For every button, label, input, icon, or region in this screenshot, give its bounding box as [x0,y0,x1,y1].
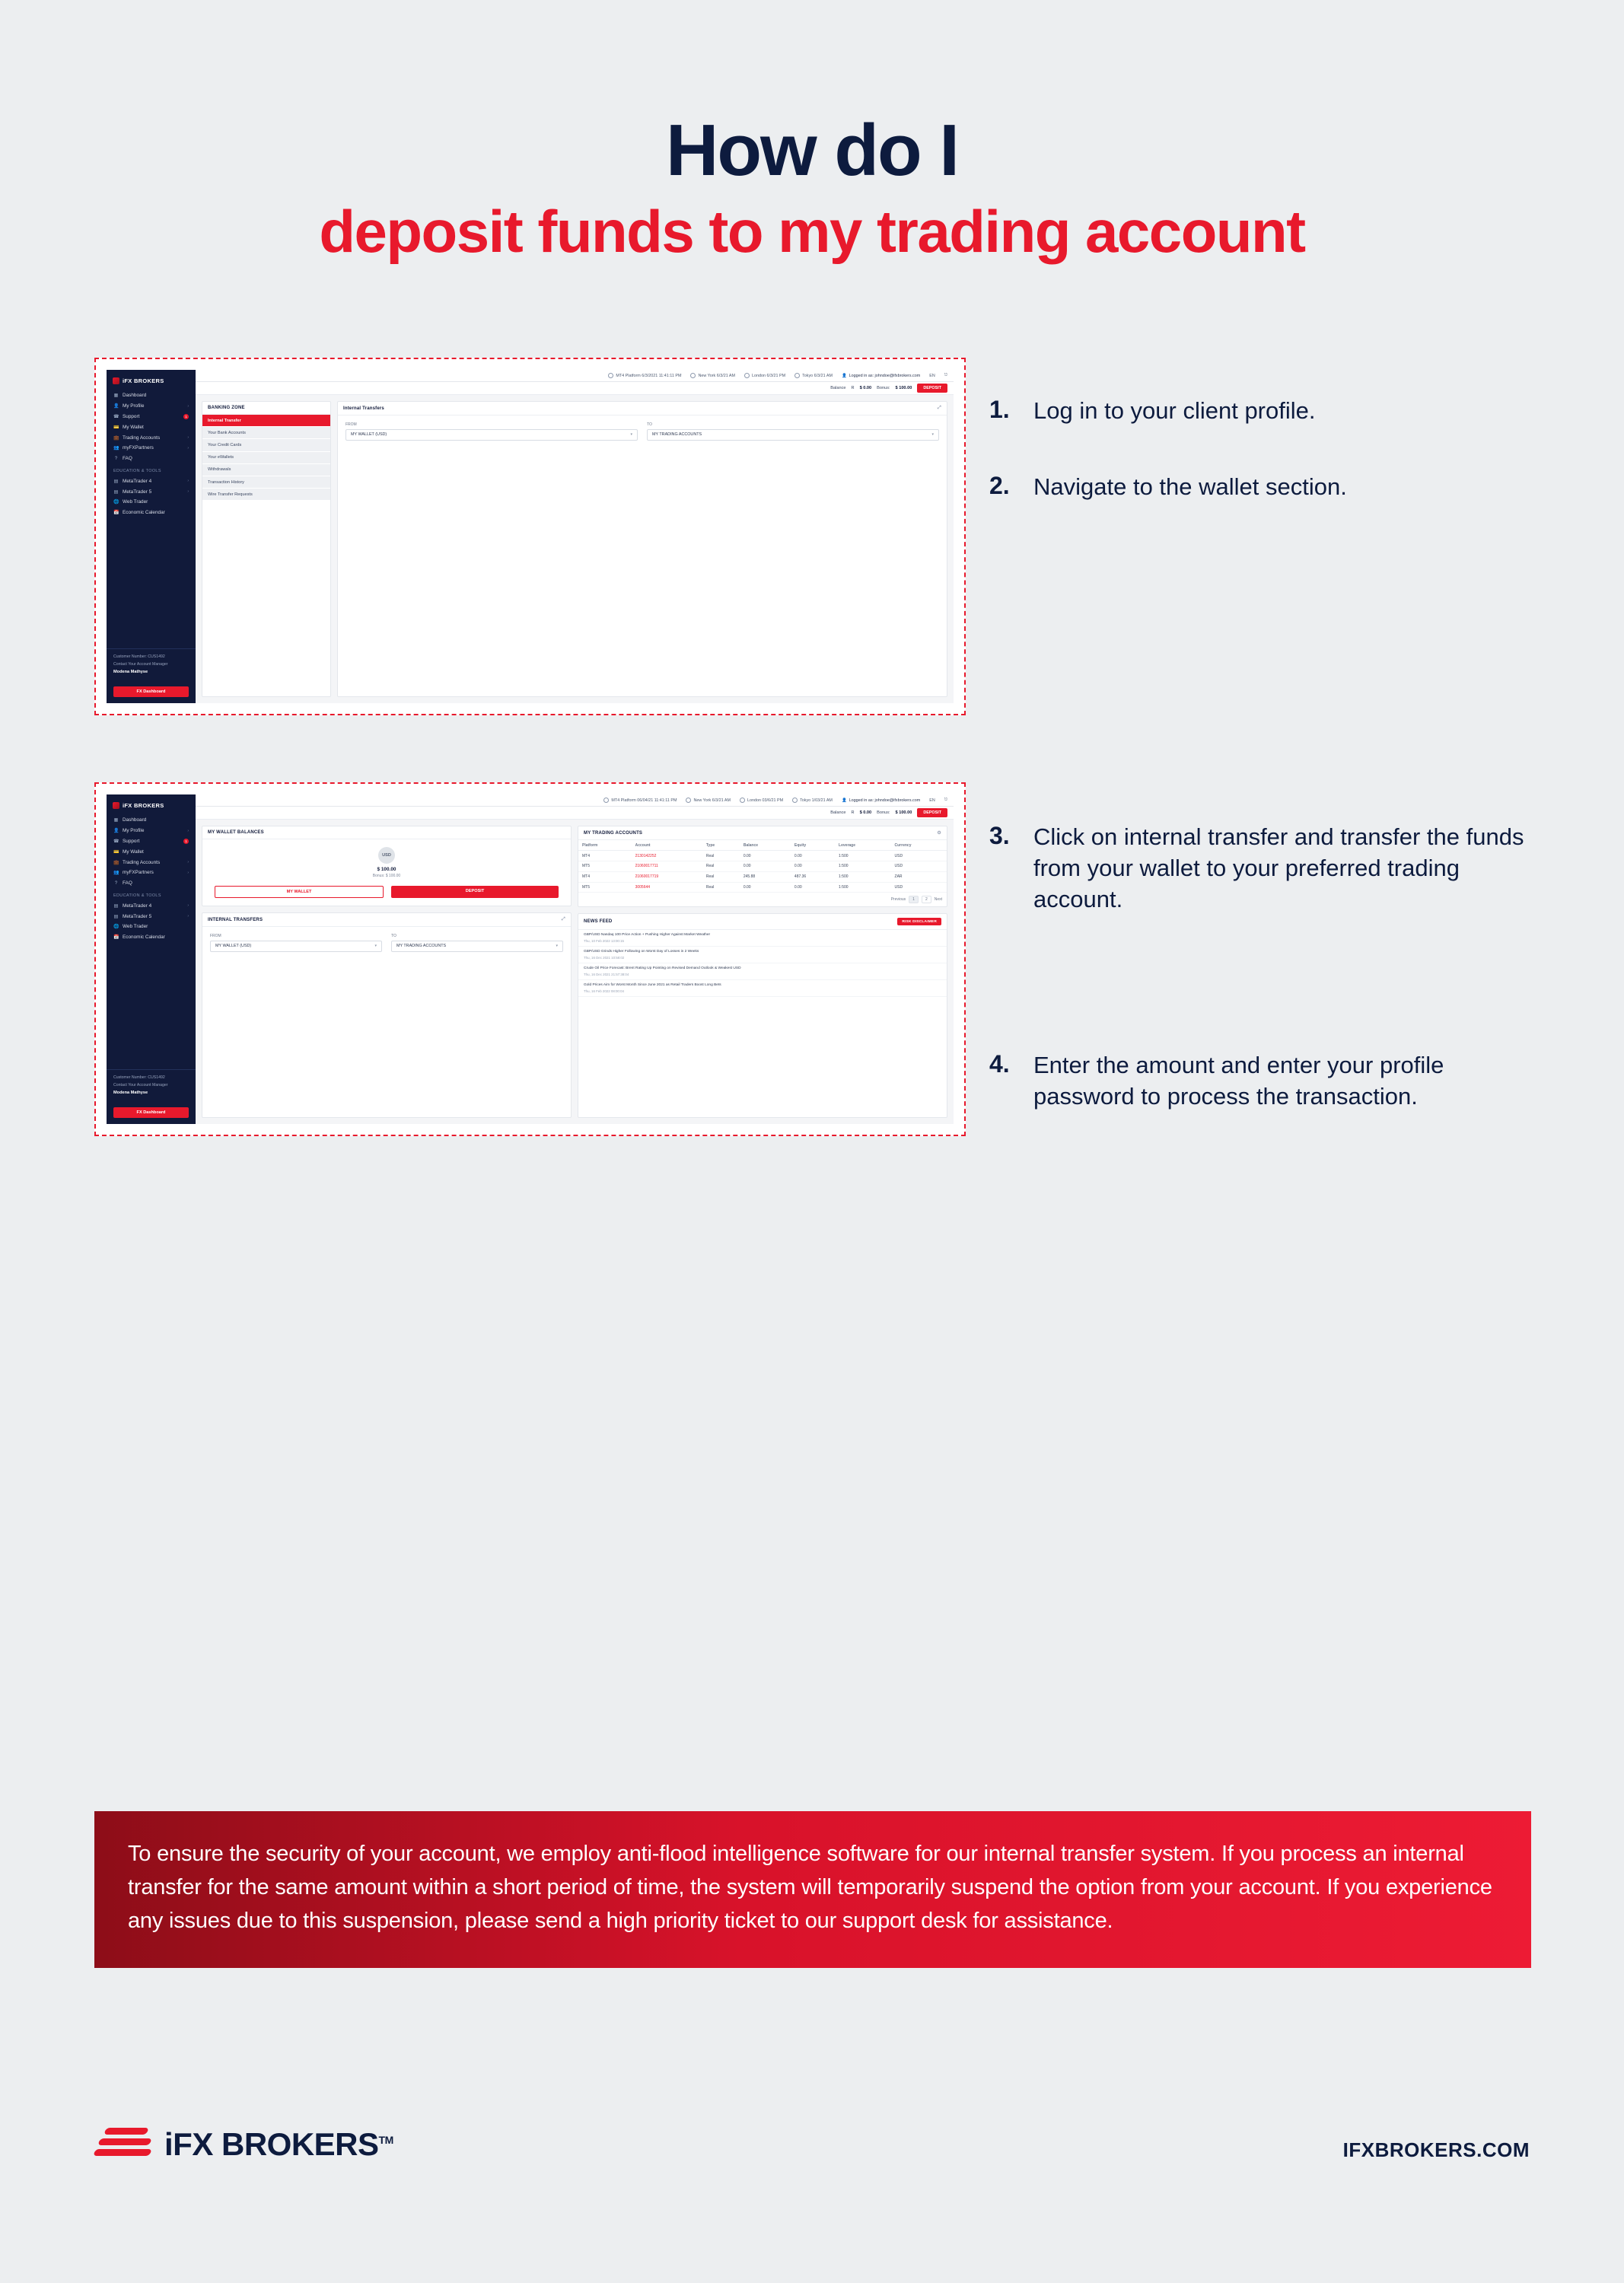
cell-type: Real [702,882,740,893]
title-line-1: How do I [666,110,958,191]
sidebar-item-metatrader-4[interactable] [107,900,196,911]
logout-icon[interactable]: ⎋ [944,798,947,802]
cell-currency: ZAR [891,871,947,882]
wallet-actions [210,886,563,898]
my-wallet-button[interactable]: MY WALLET [215,886,384,898]
chevron-down-icon: ▾ [556,944,558,949]
step-3-text: Click on internal transfer and transfer the funds from your wallet to your preferred trading account. [1033,823,1524,912]
to-field-group [391,934,563,952]
sidebar-item-label: My Profile [123,403,145,409]
headset-icon: ☎ [113,839,119,844]
menu-item-your-credit-cards[interactable]: Your Credit Cards [202,439,330,451]
news-title: Crude Oil Price Forecast: Brent Rating Up Pointing on Revised Demand Outlook & Weakest USD [584,966,741,971]
deposit-button[interactable]: DEPOSIT [917,384,947,393]
chevron-right-icon: › [187,435,189,441]
chevron-right-icon: › [187,870,189,875]
app-window-2 [107,794,954,1124]
headset-icon: ☎ [113,414,119,419]
sidebar-item-label: Web Trader [123,499,148,505]
sidebar-item-metatrader-4[interactable] [107,476,196,486]
balance-currency: R [851,810,855,815]
calendar-icon: 📅 [113,511,119,516]
cell-type: Real [702,861,740,871]
col-platform: Platform [578,840,632,851]
account-manager-label: Contact Your Account Manager [113,1082,168,1087]
cell-account[interactable]: 21060017719 [632,871,702,882]
sidebar-item-label: MetaTrader 5 [123,913,152,919]
step-1-text: Log in to your client profile. [1033,397,1316,424]
user-icon: 👤 [841,373,847,378]
cell-leverage: 1:500 [835,871,890,882]
from-label: FROM [210,934,221,938]
user-account-menu[interactable] [842,798,920,803]
step-4-text: Enter the amount and enter your profile password to process the transaction. [1033,1052,1444,1110]
security-notice-text: To ensure the security of your account, we employ anti-flood intelligence software for our internal transfer system. If you process an internal transfer for the same amount within a short period of time, the system will temporarily suspend the option from your account. If you experience any issues due to this suspension, please send a high priority ticket to our support desk for assistance. [128,1842,1492,1934]
screenshot-wallet-dashboard [94,782,966,1136]
banking-zone-panel [202,401,331,697]
sidebar-item-metatrader-5[interactable] [107,486,196,497]
balance-label: Balance [830,386,846,390]
chevron-right-icon: › [187,403,189,409]
cell-leverage: 1:500 [835,861,890,871]
menu-item-transaction-history[interactable]: Transaction History [202,476,330,489]
transfer-form [338,416,947,447]
sidebar-item-faq[interactable] [107,454,196,464]
bonus-value: $ 100.00 [895,386,912,390]
to-account-select[interactable] [391,941,563,952]
table-row[interactable] [578,871,947,882]
right-column [578,826,947,1118]
left-column [202,826,572,1118]
bonus-label: Bonus: [877,386,890,390]
customer-number-label: Customer Number: [113,654,147,660]
cell-account[interactable]: 3005644 [632,882,702,893]
sidebar-item-trading-accounts[interactable] [107,857,196,868]
step-3 [989,822,1537,915]
customer-number-value: CUS1492 [148,654,165,660]
risk-disclaimer-button[interactable]: RISK DISCLAIMER [897,918,941,925]
sidebar-item-myfxpartners[interactable] [107,443,196,454]
sidebar-footer [107,648,196,682]
cell-leverage: 1:500 [835,882,890,893]
logged-in-label: Logged in as: johndoe@ifxbrokers.com [849,798,921,803]
to-account-select[interactable] [647,429,939,441]
cell-equity: 487.36 [791,871,835,882]
cell-currency: USD [891,861,947,871]
clock-tokyo: Tokyo 1/03/21 AM [792,798,833,803]
people-icon: 👥 [113,446,119,451]
dashboard-grid [202,826,947,1118]
chevron-down-icon: ▾ [630,432,632,438]
sidebar-item-support[interactable] [107,836,196,847]
cell-leverage: 1:500 [835,851,890,861]
monitor-icon: ▤ [113,903,119,909]
table-row[interactable] [578,861,947,871]
app-window-1 [107,370,954,703]
chevron-down-icon: ▾ [374,944,377,949]
cell-balance: 0.00 [740,861,791,871]
sidebar-item-label: Dashboard [123,393,147,399]
sidebar-item-web-trader[interactable] [107,922,196,932]
cell-platform: MT4 [578,871,632,882]
logo-mark-icon [113,377,119,384]
screenshot-banking-zone [94,358,966,715]
sidebar-item-label: MetaTrader 5 [123,489,152,495]
title-line-2: deposit funds to my trading account [319,198,1305,265]
user-account-menu[interactable] [842,374,920,378]
news-title: GBP/USD Nasdaq 100 Price Action + Pushing Higher Against Market Weather [584,933,711,938]
sidebar-item-dashboard[interactable] [107,815,196,826]
sidebar-footer [107,1069,196,1103]
sidebar-item-label: FAQ [123,880,132,887]
news-date: Thu, 16 Feb 2022 08:00:04 [584,989,624,994]
grid-icon: ▦ [113,393,119,399]
expand-icon[interactable]: ⤢ [937,406,941,410]
main-column-1 [196,370,954,703]
step-2-text: Navigate to the wallet section. [1033,473,1347,500]
bonus-label: Bonus: [877,810,890,815]
step-3-number: 3. [989,822,1010,849]
logged-in-label: Logged in as: johndoe@ifxbrokers.com [849,373,921,378]
customer-number-label: Customer Number: [113,1075,147,1081]
sidebar-item-myfxpartners[interactable] [107,868,196,878]
user-icon: 👤 [841,798,847,803]
clock-new-york: New York 6/3/21 AM [690,373,735,378]
logo-text: iFX BROKERS [123,802,164,809]
from-account-select[interactable] [210,941,382,952]
sidebar-item-label: Economic Calendar [123,935,165,941]
sidebar-section-label: EDUCATION & TOOLS [113,469,161,474]
table-row[interactable] [578,882,947,893]
to-label: TO [391,934,396,938]
sidebar-item-label: Support [123,413,140,419]
news-feed-card [578,913,947,1118]
internal-transfers-panel [337,401,947,697]
table-header-row [578,840,947,851]
chevron-down-icon: ▾ [931,432,934,438]
sidebar-item-economic-calendar[interactable] [107,932,196,943]
sidebar-item-label: Trading Accounts [123,435,161,441]
wallet-icon: 💳 [113,849,119,855]
step-4 [989,1050,1537,1113]
menu-item-internal-transfer[interactable]: Internal Transfer [202,415,330,427]
from-label: FROM [345,422,357,427]
list-item[interactable] [578,963,947,980]
cell-account[interactable]: 2130142252 [632,851,702,861]
content-area-2 [196,820,954,1124]
cell-currency: USD [891,851,947,861]
to-account-value: MY TRADING ACCOUNTS [396,944,447,949]
customer-number-value: CUS1492 [148,1075,165,1081]
clock-mt4: MT4 Platform 6/3/2021 11:41:11 PM [608,373,681,378]
sidebar-section-label: EDUCATION & TOOLS [113,893,161,899]
chevron-right-icon: › [187,479,189,484]
globe-icon: 🌐 [113,925,119,930]
brand-lockup [94,2123,393,2166]
from-account-select[interactable] [345,429,638,441]
grid-icon: ▦ [113,818,119,823]
cell-equity: 0.00 [791,861,835,871]
calendar-icon: 📅 [113,935,119,941]
sidebar-item-label: Dashboard [123,817,147,823]
clock-mt4: MT4 Platform 06/04/21 11:41:11 PM [603,798,677,803]
col-equity: Equity [791,840,835,851]
news-date: Thu, 16 Dec 2021 21:57:38:04 [584,973,629,977]
from-field-group [210,934,382,952]
bonus-value: $ 100.00 [895,810,912,815]
pagination-next[interactable]: Next [934,897,942,903]
sidebar-item-my-wallet[interactable] [107,846,196,857]
wallet-deposit-button[interactable]: DEPOSIT [391,886,559,898]
cell-balance: 0.00 [740,882,791,893]
people-icon: 👥 [113,871,119,876]
clock-london: London 6/3/21 PM [744,373,785,378]
sidebar-item-metatrader-5[interactable] [107,911,196,922]
internal-transfers-title: INTERNAL TRANSFERS ⤢ [202,913,571,927]
step-1 [989,396,1537,427]
pagination-page-2[interactable]: 2 [922,896,931,903]
col-currency: Currency [891,840,947,851]
pagination-previous[interactable]: Previous [890,897,906,903]
from-account-value: MY WALLET (USD) [351,432,387,438]
menu-item-wire-transfer-requests[interactable]: Wire Transfer Requests [202,489,330,501]
balance-bar [196,807,954,820]
sidebar [107,794,196,1124]
to-account-value: MY TRADING ACCOUNTS [652,432,702,438]
wallet-balances-card [202,826,572,906]
sidebar-item-label: My Wallet [123,849,144,855]
clock-new-york: New York 6/3/21 AM [686,798,731,803]
from-account-value: MY WALLET (USD) [215,944,252,949]
cell-type: Real [702,871,740,882]
sidebar-item-label: myFXPartners [123,870,154,876]
sidebar-item-label: MetaTrader 4 [123,478,152,484]
balance-label: Balance [830,810,846,815]
sidebar-item-web-trader[interactable] [107,497,196,508]
main-column-2 [196,794,954,1124]
menu-item-withdrawals[interactable]: Withdrawals [202,464,330,476]
table-pagination [578,893,947,906]
clock-london: London 03/6/21 PM [740,798,783,803]
topbar [196,794,954,807]
monitor-icon: ▤ [113,914,119,919]
internal-transfers-title: Internal Transfers ⤢ [338,402,947,416]
balance-value: $ 0.00 [859,386,872,390]
menu-item-your-bank-accounts[interactable]: Your Bank Accounts [202,427,330,439]
deposit-button[interactable]: DEPOSIT [917,808,947,817]
list-item[interactable] [578,930,947,947]
col-account: Account [632,840,702,851]
to-label: TO [647,422,652,427]
news-feed-title: NEWS FEED RISK DISCLAIMER [578,914,947,930]
briefcase-icon: 💼 [113,435,119,441]
sidebar-logo [107,799,196,815]
brand-name: iFX BROKERS™ [164,2126,393,2162]
briefcase-icon: 💼 [113,860,119,865]
monitor-icon: ▤ [113,489,119,495]
sidebar-item-support[interactable] [107,412,196,422]
col-balance: Balance [740,840,791,851]
news-date: Thu, 16 Dec 2021 10:58:02 [584,956,625,960]
balance-currency: R [851,386,855,390]
step-2-number: 2. [989,472,1010,499]
news-title: GBP/USD Grinds Higher Following on Worst Day of Losses in 2 Weeks [584,950,699,954]
transfer-form [202,927,571,959]
user-icon: 👤 [113,404,119,409]
topbar [196,370,954,382]
security-notice [94,1811,1531,1968]
news-date: Thu, 10 Feb 2022 13:00:15 [584,939,624,944]
settings-icon[interactable]: ⚙ [937,831,941,836]
sidebar-item-my-profile[interactable] [107,826,196,836]
cell-currency: USD [891,882,947,893]
sidebar-item-label: myFXPartners [123,445,154,451]
cell-equity: 0.00 [791,882,835,893]
cell-platform: MT5 [578,882,632,893]
sidebar-item-economic-calendar[interactable] [107,508,196,518]
fx-dashboard-button[interactable]: FX Dashboard [113,686,189,697]
sidebar-item-faq[interactable] [107,878,196,889]
cell-type: Real [702,851,740,861]
sidebar-item-label: MetaTrader 4 [123,903,152,909]
menu-item-your-ewallets[interactable]: Your eWallets [202,452,330,464]
sidebar-item-label: My Wallet [123,424,144,430]
trademark-symbol: TM [378,2134,393,2146]
cell-equity: 0.00 [791,851,835,861]
account-manager-label: Contact Your Account Manager [113,661,168,667]
cell-platform: MT5 [578,861,632,871]
from-field-group [345,422,638,441]
logo-text: iFX BROKERS [123,377,164,384]
cell-balance: 245.88 [740,871,791,882]
wallet-icon: 💳 [113,425,119,430]
cell-platform: MT4 [578,851,632,861]
step-1-number: 1. [989,396,1010,423]
account-manager-name: Modena Mathyse [113,1090,148,1095]
monitor-icon: ▤ [113,479,119,484]
fx-dashboard-button[interactable]: FX Dashboard [113,1107,189,1118]
chevron-right-icon: › [187,903,189,909]
trading-accounts-card [578,826,947,907]
wallet-balances-title: MY WALLET BALANCES [202,826,571,839]
banking-zone-title: BANKING ZONE [202,402,330,415]
support-badge: 1 [183,839,189,844]
sidebar-item-label: My Profile [123,828,145,834]
pagination-page-1[interactable]: 1 [909,896,919,903]
globe-icon: 🌐 [113,500,119,505]
chevron-right-icon: › [187,914,189,919]
list-item[interactable] [578,947,947,963]
chevron-right-icon: › [187,828,189,833]
logo-mark-icon [113,802,119,809]
wallet-body [202,839,571,906]
currency-coin-icon: USD [378,847,395,864]
sidebar-item-my-wallet[interactable] [107,422,196,432]
account-manager-name: Modena Mathyse [113,669,148,674]
col-leverage: Leverage [835,840,890,851]
cell-balance: 0.00 [740,851,791,861]
sidebar-logo [107,374,196,390]
step-2 [989,472,1537,503]
support-badge: 1 [183,414,189,419]
language-selector[interactable]: EN [929,798,935,803]
ifx-logo-icon [94,2123,151,2166]
internal-transfers-card [202,912,572,1118]
sidebar-item-trading-accounts[interactable] [107,432,196,443]
footer [0,2116,1624,2207]
sidebar-item-my-profile[interactable] [107,401,196,412]
sidebar-item-label: Web Trader [123,924,148,930]
table-row[interactable] [578,851,947,861]
step-4-number: 4. [989,1050,1010,1078]
sidebar-item-label: Support [123,838,140,844]
col-type: Type [702,840,740,851]
sidebar [107,370,196,703]
list-item[interactable] [578,980,947,997]
trading-accounts-table [578,840,947,893]
chevron-right-icon: › [187,860,189,865]
content-area-1 [196,395,954,703]
chevron-right-icon: › [187,489,189,495]
language-selector[interactable]: EN [929,373,935,378]
to-field-group [647,422,939,441]
sidebar-item-label: FAQ [123,456,132,462]
wallet-bonus: Bonus: $ 100.00 [372,874,401,878]
sidebar-item-dashboard[interactable] [107,390,196,401]
balance-bar [196,382,954,395]
user-icon: 👤 [113,829,119,834]
question-icon: ? [114,456,118,461]
wallet-amount: $ 100.00 [377,867,396,872]
clock-tokyo: Tokyo 6/3/21 AM [794,373,833,378]
expand-icon[interactable]: ⤢ [561,917,565,922]
logout-icon[interactable]: ⎋ [944,373,947,377]
trading-accounts-title: MY TRADING ACCOUNTS ⚙ [578,826,947,840]
sidebar-item-label: Trading Accounts [123,859,161,865]
cell-account[interactable]: 21060017711 [632,861,702,871]
news-title: Gold Prices Aim for Worst Month Since June 2021 as Retail Traders Boost Long Bets [584,983,721,988]
question-icon: ? [114,880,118,886]
chevron-right-icon: › [187,445,189,451]
sidebar-item-label: Economic Calendar [123,510,165,516]
balance-value: $ 0.00 [859,810,872,815]
page-title [0,0,1624,263]
website-url: IFXBROKERS.COM [1342,2138,1530,2161]
